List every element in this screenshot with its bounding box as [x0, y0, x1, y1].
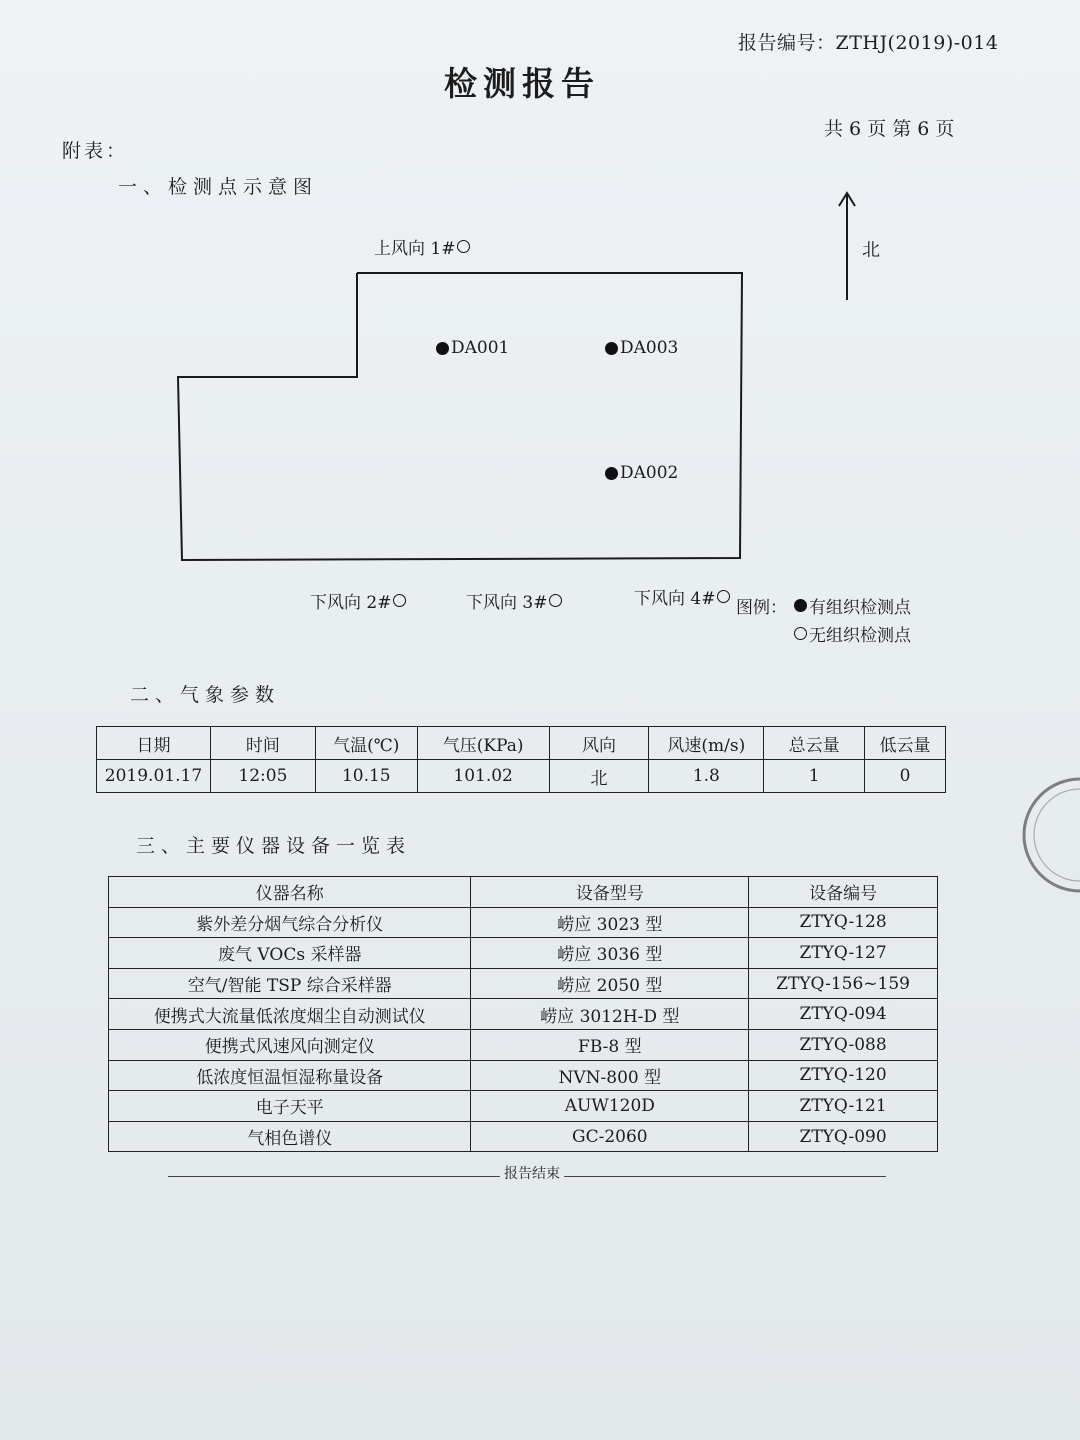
- organized-point-icon: [605, 467, 618, 480]
- report-end-label: 报告结束: [500, 1163, 564, 1183]
- site-outline: [170, 265, 750, 565]
- table-cell: ZTYQ-094: [749, 999, 938, 1030]
- table-cell: ZTYQ-088: [749, 1029, 938, 1060]
- table-cell: 崂应 3012H-D 型: [471, 999, 749, 1030]
- legend-title: 图例：: [736, 598, 787, 618]
- table-cell: ZTYQ-120: [749, 1060, 938, 1091]
- legend-organized: [794, 593, 911, 618]
- unorganized-point-icon: [549, 594, 562, 607]
- weather-data-row: [97, 760, 946, 793]
- table-cell: 紫外差分烟气综合分析仪: [109, 907, 471, 938]
- downwind-point-3: [466, 588, 562, 613]
- equipment-header-row: [109, 877, 938, 908]
- table-cell: 崂应 2050 型: [471, 968, 749, 999]
- header-cell: 总云量: [764, 727, 865, 760]
- appendix-label: 附表：: [62, 140, 129, 162]
- point-da003: [605, 338, 678, 358]
- table-cell: ZTYQ-121: [749, 1091, 938, 1122]
- table-cell: 0: [865, 760, 946, 793]
- downwind-label: 下风向 3#: [466, 593, 548, 613]
- table-cell: 便携式风速风向测定仪: [109, 1029, 471, 1060]
- table-row: [109, 907, 938, 938]
- table-cell: 1: [764, 760, 865, 793]
- north-arrow-icon: [836, 190, 858, 302]
- table-row: [109, 1029, 938, 1060]
- upwind-label: 上风向 1#: [374, 239, 456, 259]
- organized-point-icon: [794, 599, 807, 612]
- point-da002: [605, 463, 678, 483]
- table-cell: 2019.01.17: [97, 760, 211, 793]
- header-cell: 风向: [549, 727, 649, 760]
- downwind-label: 下风向 4#: [634, 589, 716, 609]
- point-label: DA001: [451, 338, 510, 358]
- legend-organized-label: 有组织检测点: [809, 598, 911, 618]
- report-title: 检测报告: [444, 64, 600, 103]
- legend-unorganized: [794, 621, 911, 646]
- north-label: 北: [862, 240, 880, 261]
- header-cell: 风速(m/s): [649, 727, 764, 760]
- header-cell: 日期: [97, 727, 211, 760]
- table-cell: ZTYQ-127: [749, 938, 938, 969]
- organized-point-icon: [605, 342, 618, 355]
- downwind-point-2: [310, 588, 406, 613]
- unorganized-point-icon: [717, 590, 730, 603]
- section-weather-heading: 二、气象参数: [130, 684, 281, 706]
- table-cell: 气相色谱仪: [109, 1121, 471, 1152]
- table-cell: 北: [549, 760, 649, 793]
- header-cell: 仪器名称: [109, 877, 471, 908]
- weather-table: [96, 726, 946, 793]
- table-cell: 电子天平: [109, 1091, 471, 1122]
- point-label: DA003: [620, 338, 679, 358]
- table-cell: 12:05: [210, 760, 315, 793]
- table-row: [109, 1060, 938, 1091]
- table-row: [109, 1121, 938, 1152]
- header-cell: 低云量: [865, 727, 946, 760]
- header-cell: 设备型号: [471, 877, 749, 908]
- table-cell: 低浓度恒温恒湿称量设备: [109, 1060, 471, 1091]
- point-da001: [436, 338, 509, 358]
- table-cell: ZTYQ-156~159: [749, 968, 938, 999]
- table-cell: 空气/智能 TSP 综合采样器: [109, 968, 471, 999]
- table-cell: 废气 VOCs 采样器: [109, 938, 471, 969]
- equipment-table: [108, 876, 938, 1152]
- table-cell: ZTYQ-128: [749, 907, 938, 938]
- table-cell: 崂应 3036 型: [471, 938, 749, 969]
- table-cell: 10.15: [315, 760, 417, 793]
- section-diagram-heading: 一、检测点示意图: [118, 176, 319, 198]
- header-cell: 时间: [210, 727, 315, 760]
- table-row: [109, 968, 938, 999]
- legend-unorganized-label: 无组织检测点: [809, 626, 911, 646]
- point-label: DA002: [620, 463, 679, 483]
- table-cell: AUW120D: [471, 1091, 749, 1122]
- seal-stamp-icon: [1000, 775, 1080, 895]
- table-cell: GC-2060: [471, 1121, 749, 1152]
- table-cell: 1.8: [649, 760, 764, 793]
- table-cell: NVN-800 型: [471, 1060, 749, 1091]
- table-row: [109, 999, 938, 1030]
- weather-header-row: [97, 727, 946, 760]
- downwind-label: 下风向 2#: [310, 593, 392, 613]
- page-count: 共 6 页 第 6 页: [824, 118, 955, 140]
- table-row: [109, 1091, 938, 1122]
- table-row: [109, 938, 938, 969]
- header-cell: 气温(℃): [315, 727, 417, 760]
- report-number: 报告编号：ZTHJ(2019)-014: [738, 32, 999, 54]
- table-cell: 便携式大流量低浓度烟尘自动测试仪: [109, 999, 471, 1030]
- section-equipment-heading: 三、主要仪器设备一览表: [136, 835, 412, 857]
- header-cell: 设备编号: [749, 877, 938, 908]
- organized-point-icon: [436, 342, 449, 355]
- table-cell: ZTYQ-090: [749, 1121, 938, 1152]
- unorganized-point-icon: [393, 594, 406, 607]
- table-cell: 101.02: [417, 760, 549, 793]
- table-cell: 崂应 3023 型: [471, 907, 749, 938]
- upwind-point-1: [374, 234, 470, 259]
- header-cell: 气压(KPa): [417, 727, 549, 760]
- downwind-point-4: [634, 584, 730, 609]
- table-cell: FB-8 型: [471, 1029, 749, 1060]
- unorganized-point-icon: [457, 240, 470, 253]
- unorganized-point-icon: [794, 627, 807, 640]
